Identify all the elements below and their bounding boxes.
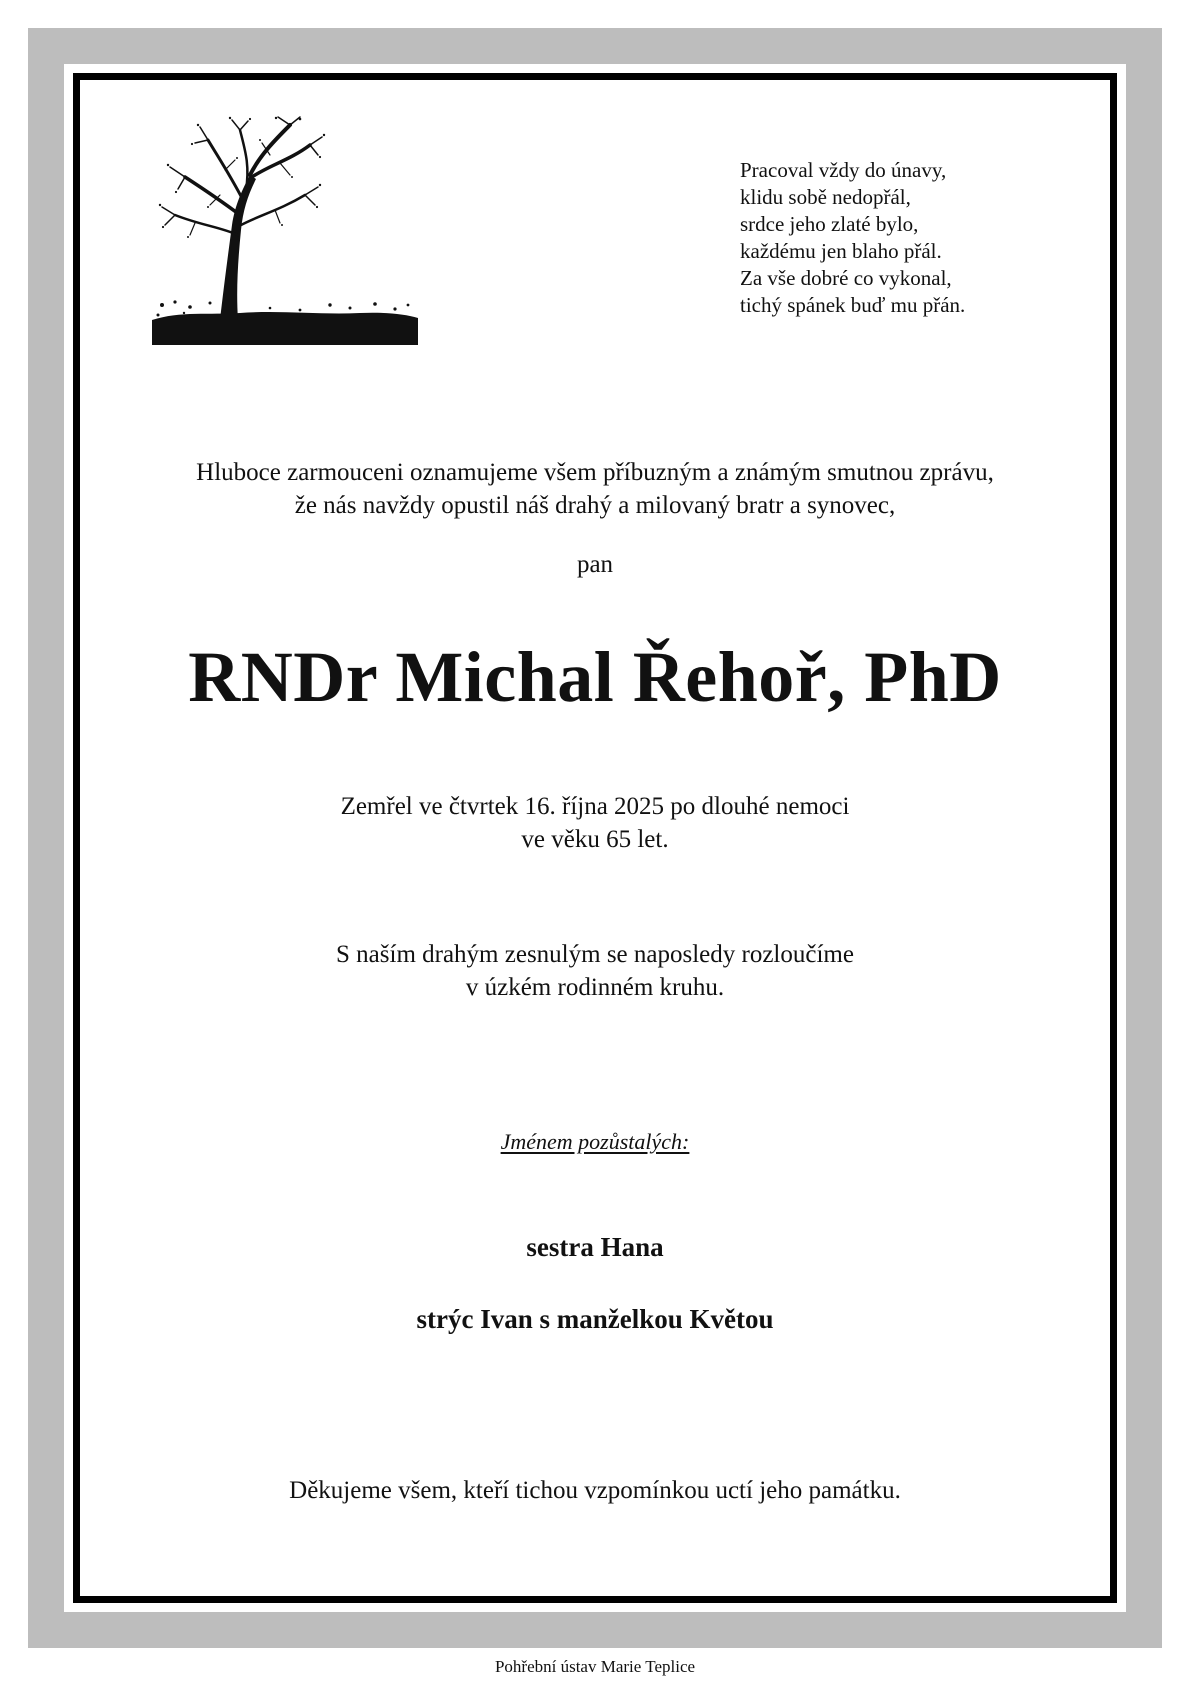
poem (740, 157, 965, 319)
footer-funeral-home: Pohřební ústav Marie Teplice (494, 1657, 696, 1676)
death-details (80, 790, 1110, 856)
poem-line: Za vše dobré co vykonal, (740, 266, 952, 290)
mourners-heading-text: Jménem pozůstalých: (500, 1129, 690, 1154)
poem-line: tichý spánek buď mu přán. (740, 293, 966, 317)
death-line: Zemřel ve čtvrtek 16. října 2025 po dlouhé nemoci (340, 793, 850, 820)
bare-tree-icon (150, 115, 420, 375)
poem-line: Pracoval vždy do únavy, (740, 158, 947, 182)
poem-line: klidu sobě nedopřál, (740, 185, 911, 209)
death-line: ve věku 65 let. (521, 826, 669, 853)
thanks-line: Děkujeme všem, kteří tichou vzpomínkou uctí jeho památku. (289, 1477, 901, 1504)
deceased-name: RNDr Michal Řehoř, PhD (188, 637, 1002, 717)
mourners-heading (80, 1128, 1110, 1156)
mourner-entry: sestra Hana (526, 1232, 664, 1262)
ceremony-details (80, 938, 1110, 1004)
announcement-intro (80, 456, 1110, 522)
ceremony-line: S naším drahým zesnulým se naposledy rozloučíme (336, 941, 854, 968)
intro-line: Hluboce zarmouceni oznamujeme všem příbuzným a známým smutnou zprávu, (196, 459, 994, 486)
salutation: pan (576, 551, 614, 578)
mourner-entry: strýc Ivan s manželkou Květou (416, 1304, 774, 1334)
ceremony-line: v úzkém rodinném kruhu. (465, 974, 725, 1001)
poem-line: každému jen blaho přál. (740, 239, 942, 263)
poem-line: srdce jeho zlaté bylo, (740, 212, 919, 236)
intro-line: že nás navždy opustil náš drahý a milovaný bratr a synovec, (294, 492, 896, 519)
